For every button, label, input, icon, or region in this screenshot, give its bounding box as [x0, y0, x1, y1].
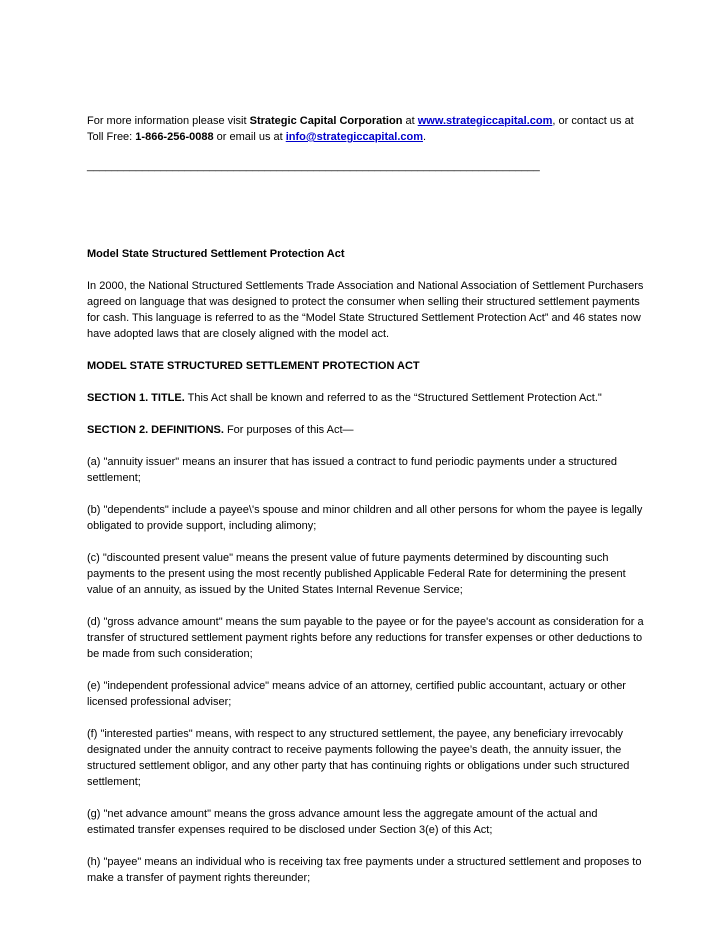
- definition-b: (b) "dependents" include a payee\'s spouse and minor children and all other persons for whom the payee is legally obligated to provide support, including alimony;: [87, 504, 643, 532]
- document-body: [87, 246, 647, 902]
- definition-f: (f) "interested parties" means, with respect to any structured settlement, the payee, any beneficiary irrevocably designated under the annuity contract to receive payments following the payee’s death, the annuity issuer, the structured settlement obligor, and any other party that has continuing rights or obligations under such structured settlement;: [87, 728, 630, 788]
- section-2: [87, 422, 647, 438]
- section-2-label: SECTION 2. DEFINITIONS.: [87, 424, 224, 436]
- website-link[interactable]: www.strategiccapital.com: [417, 115, 553, 127]
- contact-mid2: or email us at: [213, 131, 286, 143]
- contact-end: .: [423, 131, 427, 143]
- email-link[interactable]: info@strategiccapital.com: [285, 131, 423, 143]
- contact-prefix: For more information please visit: [87, 115, 250, 127]
- intro-paragraph: In 2000, the National Structured Settlements Trade Association and National Association of Settlement Purchasers agreed on language that was designed to protect the consumer when selling their structured settlement payments for cash. This language is referred to as the “Model State Structured Settlement Protection Act” and 46 states now have adopted laws that are closely aligned with the model act.: [87, 280, 644, 340]
- definition-d: (d) "gross advance amount" means the sum payable to the payee or for the payee's account as consideration for a transfer of structured settlement payment rights before any reductions for transfer expenses or other deductions to be made from such consideration;: [87, 616, 644, 660]
- contact-paragraph: [87, 113, 647, 145]
- definition-c: (c) "discounted present value" means the present value of future payments determined by discounting such payments to the present using the most recently published Applicable Federal Rate for determining the present value of an annuity, as issued by the United States Internal Revenue Service;: [87, 552, 626, 596]
- section-1-label: SECTION 1. TITLE.: [87, 392, 185, 404]
- heading: Model State Structured Settlement Protection Act: [87, 248, 345, 260]
- act-title: MODEL STATE STRUCTURED SETTLEMENT PROTECTION ACT: [87, 360, 420, 372]
- section-1-text: This Act shall be known and referred to as the “Structured Settlement Protection Act.": [184, 392, 602, 404]
- section-2-text: For purposes of this Act—: [223, 424, 354, 436]
- section-1: [87, 390, 647, 406]
- company-name: Strategic Capital Corporation: [249, 115, 403, 127]
- definition-e: (e) "independent professional advice" means advice of an attorney, certified public accountant, actuary or other licensed professional adviser;: [87, 680, 626, 708]
- horizontal-rule: __________________________________________________________________________: [87, 160, 540, 172]
- definition-a: (a) "annuity issuer" means an insurer that has issued a contract to fund periodic payments under a structured settlement;: [87, 456, 617, 484]
- definition-g: (g) "net advance amount" means the gross advance amount less the aggregate amount of the actual and estimated transfer expenses required to be disclosed under Section 3(e) of this Act;: [87, 808, 598, 836]
- contact-at: at: [402, 115, 418, 127]
- contact-mid1: , or contact us at Toll Free:: [87, 115, 634, 143]
- definition-h: (h) "payee" means an individual who is receiving tax free payments under a structured settlement and proposes to make a transfer of payment rights thereunder;: [87, 856, 642, 884]
- phone-number: 1-866-256-0088: [135, 131, 214, 143]
